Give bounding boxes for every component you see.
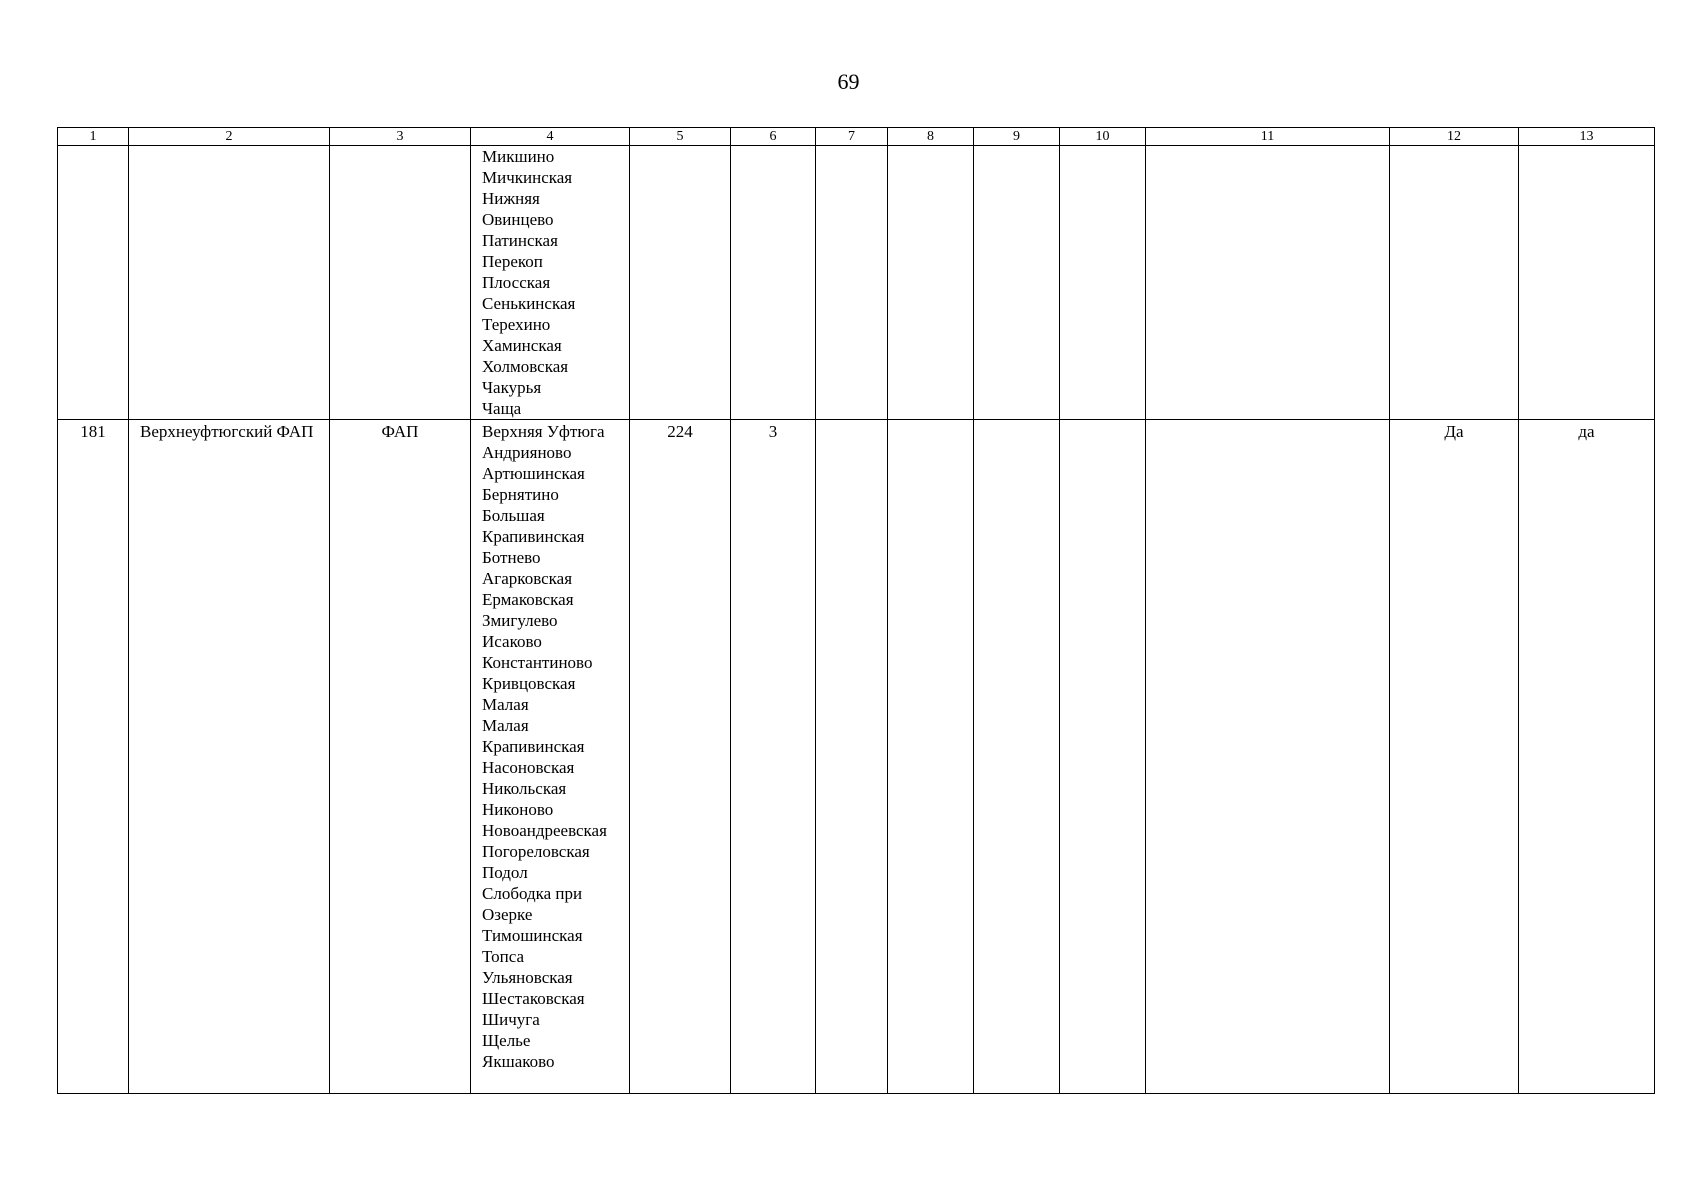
column-header-8: 8 (888, 128, 974, 146)
cell-col7 (816, 420, 888, 1094)
village-item: Сенькинская (482, 294, 576, 313)
village-item: Шестаковская (482, 989, 585, 1008)
cell-col11 (1146, 146, 1390, 420)
cell-col10 (1060, 420, 1146, 1094)
village-item: Погореловская (482, 842, 590, 861)
cell-col11 (1146, 420, 1390, 1094)
column-header-1: 1 (58, 128, 129, 146)
village-item: Озерке (482, 905, 533, 924)
village-item: Бернятино (482, 485, 559, 504)
cell-col12: Да (1390, 420, 1519, 1094)
cell-col13: да (1519, 420, 1655, 1094)
cell-name (129, 146, 330, 420)
cell-villages (471, 420, 630, 1094)
village-item: Малая (482, 716, 529, 735)
cell-col6: 3 (731, 420, 816, 1094)
village-item: Кривцовская (482, 674, 576, 693)
cell-col5: 224 (630, 420, 731, 1094)
village-item: Крапивинская (482, 527, 585, 546)
village-item: Холмовская (482, 357, 569, 376)
village-item: Микшино (482, 147, 555, 166)
village-item: Исаково (482, 632, 542, 651)
column-header-5: 5 (630, 128, 731, 146)
cell-col7 (816, 146, 888, 420)
cell-type: ФАП (330, 420, 471, 1094)
cell-col8 (888, 420, 974, 1094)
cell-col9 (974, 420, 1060, 1094)
cell-col10 (1060, 146, 1146, 420)
village-item: Ермаковская (482, 590, 574, 609)
cell-col13 (1519, 146, 1655, 420)
village-item: Якшаково (482, 1052, 555, 1071)
village-item: Никоново (482, 800, 554, 819)
cell-col8 (888, 146, 974, 420)
cell-number: 181 (58, 420, 129, 1094)
village-item: Подол (482, 863, 528, 882)
column-header-7: 7 (816, 128, 888, 146)
cell-name: Верхнеуфтюгский ФАП (129, 420, 330, 1094)
village-item: Щелье (482, 1031, 531, 1050)
column-header-6: 6 (731, 128, 816, 146)
village-item: Андрияново (482, 443, 572, 462)
column-header-2: 2 (129, 128, 330, 146)
village-item: Овинцево (482, 210, 554, 229)
table-row-continuation (58, 146, 1655, 420)
column-header-10: 10 (1060, 128, 1146, 146)
column-header-9: 9 (974, 128, 1060, 146)
village-item: Терехино (482, 315, 551, 334)
village-item: Шичуга (482, 1010, 540, 1029)
header-row (58, 128, 1655, 146)
village-item: Новоандреевская (482, 821, 607, 840)
village-item: Никольская (482, 779, 567, 798)
village-item: Мичкинская (482, 168, 573, 187)
column-header-4: 4 (471, 128, 630, 146)
village-item: Ульяновская (482, 968, 573, 987)
cell-villages (471, 146, 630, 420)
village-item: Чакурья (482, 378, 542, 397)
village-item: Крапивинская (482, 737, 585, 756)
village-list (482, 421, 629, 1072)
village-item: Змигулево (482, 611, 558, 630)
column-header-12: 12 (1390, 128, 1519, 146)
village-item: Нижняя (482, 189, 540, 208)
cell-col9 (974, 146, 1060, 420)
village-item: Ботнево (482, 548, 541, 567)
village-list (482, 146, 629, 419)
village-item: Плосская (482, 273, 551, 292)
village-item: Слободка при (482, 884, 583, 903)
column-header-3: 3 (330, 128, 471, 146)
cell-col5 (630, 146, 731, 420)
data-table (57, 127, 1655, 1094)
page-number: 69 (837, 69, 860, 94)
cell-type (330, 146, 471, 420)
village-item: Хаминская (482, 336, 562, 355)
village-item: Топса (482, 947, 525, 966)
column-header-11: 11 (1146, 128, 1390, 146)
village-item: Тимошинская (482, 926, 583, 945)
village-item: Большая (482, 506, 545, 525)
village-item: Верхняя Уфтюга (482, 422, 605, 441)
cell-col6 (731, 146, 816, 420)
village-item: Артюшинская (482, 464, 585, 483)
table-row-181 (58, 420, 1655, 1094)
village-item: Агарковская (482, 569, 573, 588)
village-item: Перекоп (482, 252, 543, 271)
village-item: Чаща (482, 399, 522, 418)
column-header-13: 13 (1519, 128, 1655, 146)
cell-number (58, 146, 129, 420)
village-item: Малая (482, 695, 529, 714)
cell-col12 (1390, 146, 1519, 420)
village-item: Константиново (482, 653, 593, 672)
village-item: Насоновская (482, 758, 575, 777)
village-item: Патинская (482, 231, 558, 250)
